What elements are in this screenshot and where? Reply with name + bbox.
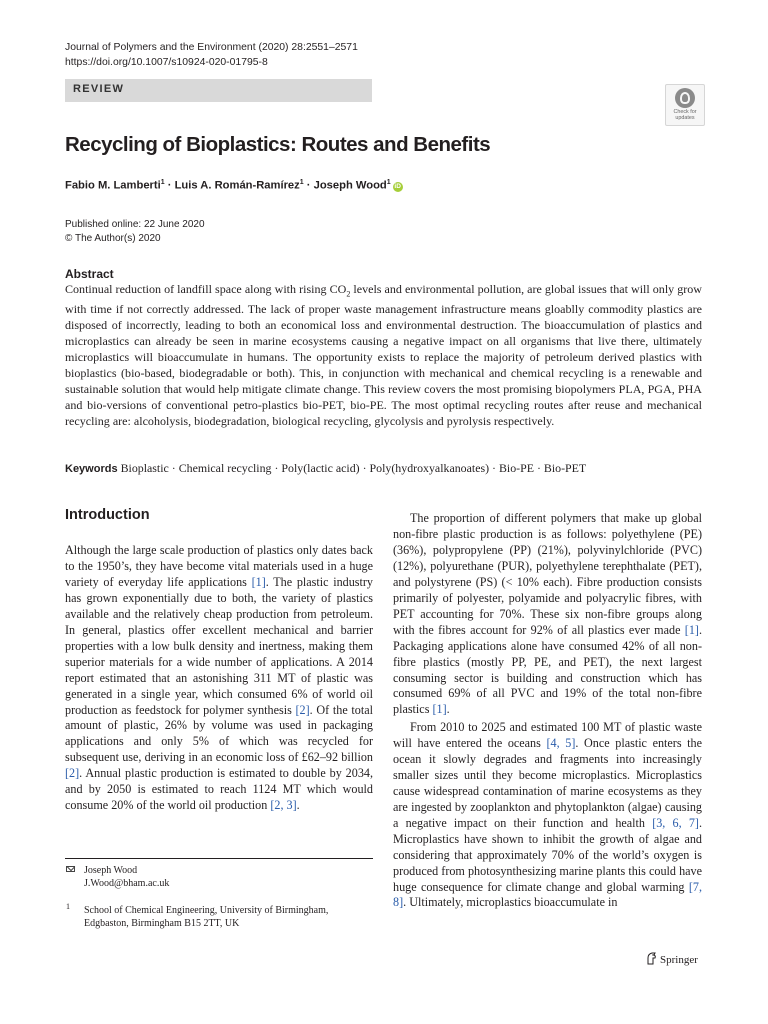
author-list — [65, 179, 403, 192]
citation-link[interactable]: [4, 5] — [546, 735, 576, 750]
citation-link[interactable]: [1] — [432, 702, 447, 717]
mail-icon — [66, 866, 75, 872]
footnote-divider — [65, 858, 373, 859]
affiliation-number: 1 — [66, 902, 70, 911]
published-date: Published online: 22 June 2020 — [65, 219, 205, 230]
copyright: © The Author(s) 2020 — [65, 233, 161, 244]
citation-link[interactable]: [1] — [684, 622, 699, 637]
publication-info — [65, 218, 205, 246]
author-separator: · — [303, 179, 314, 192]
keywords — [65, 461, 702, 477]
author-name[interactable]: Luis A. Román-Ramírez — [174, 179, 300, 192]
check-for-updates-badge[interactable] — [665, 84, 705, 126]
abstract-heading: Abstract — [65, 267, 114, 281]
orcid-icon[interactable]: iD — [394, 182, 401, 190]
intro-paragraph-2: The proportion of different polymers that make up global non-fibre plastic production is as follows: polyethylene (PE) (36%), polypropylene (PP) (21%), polyvinylchloride (PVC) (12%), polyurethane (PUR), polyethylene terephthalate (PET), and polystyrene (PS) (< 10% each). Fibre production consists primarily of polyester, polyamide and polyacrylic fibres, with PET accounting for 70%. These six non-fibre groups along with the fibres account for 92% of all plastics ever made [1]. Packaging applications alone have consumed 42% of all non-fibre plastics (mostly PP, PE, and PET), the next largest consuming sector is building and construction which has consumed 69% of all PVC and 19% of the total non-fibre plastics [1]. — [393, 511, 702, 717]
contact-name: Joseph Wood — [84, 865, 138, 876]
author-separator: · — [164, 179, 175, 192]
citation-link[interactable]: [1] — [251, 574, 266, 589]
journal-info — [65, 40, 358, 70]
co2-subscript: 2 — [346, 289, 351, 299]
author-name[interactable]: Fabio M. Lamberti — [65, 179, 161, 192]
publisher-name: Springer — [660, 954, 698, 966]
journal-citation: Journal of Polymers and the Environment (2020) 28:2551–2571 — [65, 42, 358, 53]
citation-link[interactable]: [2] — [295, 702, 310, 717]
doi-link[interactable]: https://doi.org/10.1007/s10924-020-01795-8 — [65, 57, 268, 68]
citation-link[interactable]: [2] — [65, 766, 80, 781]
intro-paragraph-3: From 2010 to 2025 and estimated 100 MT of plastic waste will have entered the oceans [4, 5]. Once plastic enters the ocean it slowly degrades and fragments into increasingly smaller sizes until they become microplastics. Microplastics cause widespread contamination of marine ecosystems as they are ingested by zooplankton and phytoplankton (algae) causing a negative impact on their function and health [3, 6, 7]. Microplastics have shown to inhibit the growth of algae and considering that approximately 70% of the world’s oxygen is produced from photosynthesizing marine plants this could have huge consequence for climate change and global warming [7, 8]. Ultimately, microplastics bioaccumulate in — [393, 720, 703, 910]
corresponding-author — [84, 864, 169, 890]
check-updates-icon — [675, 88, 695, 108]
keywords-list: Bioplastic · Chemical recycling · Poly(lactic acid) · Poly(hydroxyalkanoates) · Bio-PE · Bio-PET — [120, 461, 587, 475]
citation-link[interactable]: [3, 6, 7] — [652, 815, 699, 830]
introduction-heading: Introduction — [65, 507, 150, 523]
springer-horse-icon — [646, 952, 657, 965]
affiliation-marker: 1 — [160, 179, 165, 186]
article-type-label: REVIEW — [73, 83, 125, 95]
article-type-banner — [65, 79, 372, 102]
citation-link[interactable]: [2, 3] — [270, 798, 297, 813]
affiliation: School of Chemical Engineering, University of Birmingham, Edgbaston, Birmingham B15 2TT, UK — [84, 905, 329, 929]
paper-title: Recycling of Bioplastics: Routes and Benefits — [65, 133, 491, 156]
affiliation-marker: 1 — [299, 179, 304, 186]
affiliation-marker: 1 — [386, 179, 391, 186]
contact-email[interactable]: J.Wood@bham.ac.uk — [84, 878, 170, 889]
author-name[interactable]: Joseph Wood — [313, 179, 387, 192]
check-updates-text: Check for updates — [673, 109, 697, 121]
citation-link[interactable]: [7, 8] — [393, 879, 702, 910]
publisher-logo — [646, 952, 698, 966]
keywords-label: Keywords — [65, 463, 118, 475]
intro-paragraph-1: Although the large scale production of plastics only dates back to the 1950’s, they have become vital materials used in a huge variety of everyday life applications [1]. The plastic industry has grown exponentially due to both, the variety of plastics available and the relatively cheap production from petroleum. In general, plastics offer excellent mechanical and barrier properties with a low bulk density and inertness, making them superior materials for a wide number of applications. A 2014 report estimated that an astonishing 311 MT of plastic was generated in a single year, which consumed 6% of world oil production as feedstock for polymer synthesis [2]. Of the total amount of plastic, 26% by volume was used in packaging applications and only 5% of which was recycled for subsequent use, deriving in an economic loss of £62–92 billion [2]. Annual plastic production is estimated to double by 2034, and by 2050 is estimated to reach 1124 MT which would consume 20% of the world oil production [2, 3]. — [65, 543, 373, 813]
abstract-text: Continual reduction of landfill space along with rising $CO_2$ levels and environmental pollution, are global issues that will only grow with time if not correctly addressed. The lack of proper waste management infrastructure means gloablly commodity plastics are disposed of incorrectly, leading to both an economical loss and environmental destruction. The bioaccumulation of plastics and microplastics can already be seen in marine ecosystems causing a negative impact on all organisms that live there, ultimately microplastics will bioaccumulate in humans. The opportunity exists to replace the majority of petroleum derived plastics with bioplastics (bio-based, biodegradable or both). This, in conjunction with mechanical and chemical recycling is a renewable and sustainable solution that would help mitigate climate change. This review covers the most promising biopolymers PLA, PGA, PHA and bio-versions of conventional petro-plastics bio-PET, bio-PE. The most optimal recycling routes after reuse and mechanical recycling are: alcoholysis, biodegradation, biological recycling, glycolysis and pyrolysis respectively. — [65, 282, 702, 428]
